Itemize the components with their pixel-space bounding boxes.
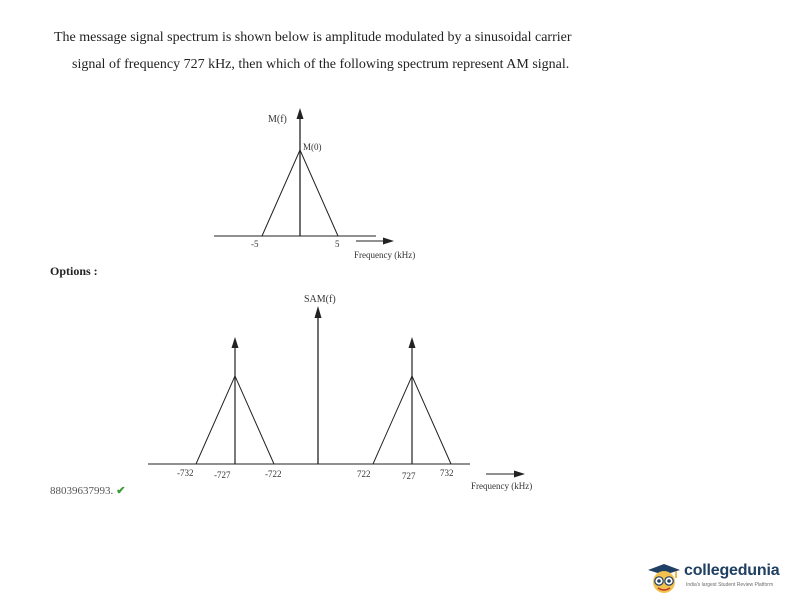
am-lower-arrow-icon: [232, 337, 239, 348]
options-heading: Options :: [50, 264, 98, 278]
message-y-arrow-icon: [297, 108, 304, 119]
question-line-1: The message signal spectrum is shown below is amplitude modulated by a sinusoidal carrier: [54, 30, 572, 45]
am-tick-label: -722: [265, 469, 282, 479]
message-spectrum-plot: [214, 108, 415, 260]
option-answer-id[interactable]: [50, 484, 125, 497]
am-x-label: Frequency (kHz): [471, 481, 533, 491]
option-id-text: 88039637993.: [50, 485, 114, 497]
message-peak-label: M(0): [303, 142, 322, 152]
am-carrier-arrow-icon: [315, 306, 322, 318]
am-freq-arrow-icon: [514, 471, 525, 478]
am-upper-arrow-icon: [409, 337, 416, 348]
am-tick-label: 732: [440, 468, 454, 478]
message-tick-label: -5: [251, 239, 259, 249]
message-tick-label: 5: [335, 239, 340, 249]
am-tick-label: -727: [214, 470, 231, 480]
check-icon: ✔: [116, 485, 126, 497]
am-tick-label: -732: [177, 468, 194, 478]
am-tick-label: 722: [357, 469, 371, 479]
message-freq-arrow-icon: [383, 238, 394, 245]
brand-logo: [646, 560, 786, 596]
brand-name: collegedunia: [684, 562, 780, 579]
am-spectrum-plot: [148, 294, 532, 491]
graduate-owl-icon: [646, 562, 682, 596]
am-y-label: SAM(f): [304, 294, 336, 305]
am-tick-label: 727: [402, 471, 416, 481]
brand-tagline: India's largest Student Review Platform: [686, 582, 774, 588]
message-y-label: M(f): [268, 114, 287, 125]
message-x-label: Frequency (kHz): [354, 250, 416, 260]
question-line-2: signal of frequency 727 kHz, then which of the following spectrum represent AM signal.: [72, 57, 570, 72]
